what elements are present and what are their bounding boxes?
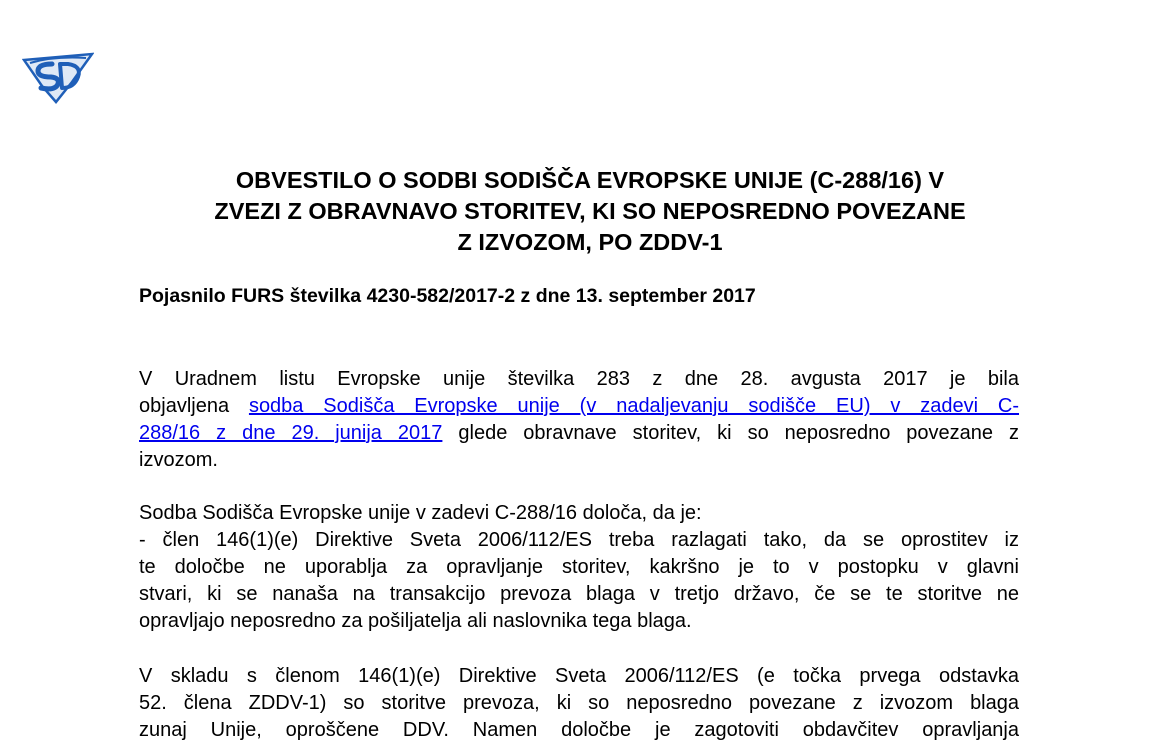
- title-line: Z IZVOZOM, PO ZDDV-1: [457, 229, 723, 255]
- paragraph-line: stvari, ki se nanaša na transakcijo prevoza blaga v tretjo državo, če se te storitve ne: [139, 583, 1019, 605]
- judgment-link[interactable]: sodba Sodišča Evropske unije (v nadaljevanju sodišče EU) v zadevi C-: [248, 395, 1020, 417]
- paragraph-line: Sodba Sodišča Evropske unije v zadevi C-288/16 določa, da je:: [139, 502, 702, 524]
- text-span: objavljena: [139, 395, 249, 417]
- title-line: OBVESTILO O SODBI SODIŠČA EVROPSKE UNIJE (C-288/16) V: [235, 167, 945, 193]
- paragraph-line: te določbe ne uporablja za opravljanje storitev, kakršno je to v postopku v glavni: [139, 556, 1019, 578]
- paragraph-line: V Uradnem listu Evropske unije številka 283 z dne 28. avgusta 2017 je bila: [139, 368, 1019, 390]
- paragraph-line: [139, 420, 1019, 447]
- text-span: glede obravnave storitev, ki so neposredno povezane z: [442, 422, 1019, 444]
- paragraph-line: - člen 146(1)(e) Direktive Sveta 2006/112/ES treba razlagati tako, da se oprostitev iz: [139, 529, 1019, 551]
- logo-icon: [22, 50, 94, 104]
- paragraph-line: zunaj Unije, oproščene DDV. Namen določbe je zagotoviti obdavčitev opravljanja: [139, 719, 1019, 741]
- paragraph-line: [139, 393, 1019, 420]
- paragraph-line: V skladu s členom 146(1)(e) Direktive Sveta 2006/112/ES (e točka prvega odstavka: [139, 665, 1019, 687]
- paragraph-2: [139, 500, 1019, 635]
- document-title: [120, 165, 1060, 258]
- paragraph-1: [139, 366, 1019, 474]
- paragraph-line: opravljajo neposredno za pošiljatelja ali naslovnika tega blaga.: [139, 610, 692, 632]
- paragraph-line: 52. člena ZDDV-1) so storitve prevoza, ki so neposredno povezane z izvozom blaga: [139, 692, 1019, 714]
- paragraph-line: izvozom.: [139, 449, 218, 471]
- judgment-link-continued[interactable]: 288/16 z dne 29. junija 2017: [139, 422, 443, 444]
- document-subtitle: Pojasnilo FURS številka 4230-582/2017-2 z dne 13. september 2017: [139, 285, 756, 307]
- paragraph-3: [139, 663, 1019, 744]
- title-line: ZVEZI Z OBRAVNAVO STORITEV, KI SO NEPOSREDNO POVEZANE: [214, 198, 966, 224]
